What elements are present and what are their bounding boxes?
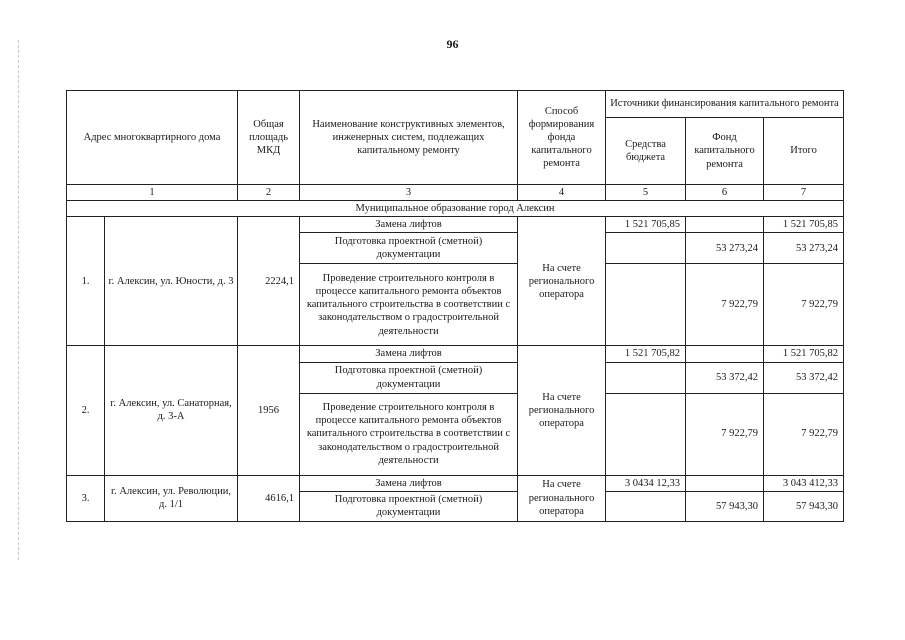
fund-amount bbox=[686, 217, 764, 233]
building-area: 2224,1 bbox=[238, 217, 300, 346]
work-name: Проведение строительного контроля в процессе капитального ремонта объектов капитального строительства в соответствии с законодательством о градостроительной деятельности bbox=[300, 264, 518, 346]
fund-amount: 7 922,79 bbox=[686, 264, 764, 346]
budget-amount bbox=[606, 362, 686, 393]
work-name: Подготовка проектной (сметной) документации bbox=[300, 233, 518, 264]
work-name: Замена лифтов bbox=[300, 475, 518, 491]
total-amount: 53 273,24 bbox=[764, 233, 844, 264]
building-area: 4616,1 bbox=[238, 475, 300, 521]
table-row bbox=[67, 475, 844, 491]
column-number-row bbox=[67, 185, 844, 201]
header-area: Общая площадь МКД bbox=[238, 91, 300, 185]
total-amount: 53 372,42 bbox=[764, 362, 844, 393]
funding-method: На счете регионального оператора bbox=[518, 475, 606, 521]
table-row bbox=[67, 346, 844, 362]
funding-method: На счете регионального оператора bbox=[518, 217, 606, 346]
total-amount: 7 922,79 bbox=[764, 393, 844, 475]
municipality-row: Муниципальное образование город Алексин bbox=[67, 201, 844, 217]
budget-amount: 1 521 705,85 bbox=[606, 217, 686, 233]
total-amount: 3 043 412,33 bbox=[764, 475, 844, 491]
budget-amount bbox=[606, 233, 686, 264]
column-number: 3 bbox=[300, 185, 518, 201]
column-number: 5 bbox=[606, 185, 686, 201]
building-address: г. Алексин, ул. Санаторная, д. 3-А bbox=[105, 346, 238, 475]
work-name: Замена лифтов bbox=[300, 217, 518, 233]
building-address: г. Алексин, ул. Революции, д. 1/1 bbox=[105, 475, 238, 521]
work-name: Замена лифтов bbox=[300, 346, 518, 362]
header-budget: Средства бюджета bbox=[606, 118, 686, 185]
fund-amount bbox=[686, 475, 764, 491]
page-number: 96 bbox=[446, 37, 459, 51]
table-row bbox=[67, 217, 844, 233]
fund-amount: 53 273,24 bbox=[686, 233, 764, 264]
fund-amount: 57 943,30 bbox=[686, 491, 764, 521]
total-amount: 1 521 705,85 bbox=[764, 217, 844, 233]
total-amount: 57 943,30 bbox=[764, 491, 844, 521]
capital-repair-table bbox=[66, 90, 844, 522]
header-elements: Наименование конструктивных элементов, инженерных систем, подлежащих капитальному ремонту bbox=[300, 91, 518, 185]
header-funding-sources: Источники финансирования капитального ремонта bbox=[606, 91, 844, 118]
budget-amount: 3 0434 12,33 bbox=[606, 475, 686, 491]
fund-amount bbox=[686, 346, 764, 362]
column-number: 4 bbox=[518, 185, 606, 201]
header-fund: Фонд капитального ремонта bbox=[686, 118, 764, 185]
budget-amount bbox=[606, 264, 686, 346]
building-area: 1956 bbox=[238, 346, 300, 475]
column-number: 1 bbox=[67, 185, 238, 201]
budget-amount: 1 521 705,82 bbox=[606, 346, 686, 362]
header-address: Адрес многоквартирного дома bbox=[67, 91, 238, 185]
column-number: 7 bbox=[764, 185, 844, 201]
fund-amount: 53 372,42 bbox=[686, 362, 764, 393]
building-index: 3. bbox=[67, 475, 105, 521]
fund-amount: 7 922,79 bbox=[686, 393, 764, 475]
header-method: Способ формирования фонда капитального ремонта bbox=[518, 91, 606, 185]
binding-margin-line bbox=[18, 40, 20, 560]
column-number: 6 bbox=[686, 185, 764, 201]
budget-amount bbox=[606, 393, 686, 475]
work-name: Проведение строительного контроля в процессе капитального ремонта объектов капитального строительства в соответствии с законодательством о градостроительной деятельности bbox=[300, 393, 518, 475]
building-index: 2. bbox=[67, 346, 105, 475]
work-name: Подготовка проектной (сметной) документации bbox=[300, 491, 518, 521]
total-amount: 1 521 705,82 bbox=[764, 346, 844, 362]
building-address: г. Алексин, ул. Юности, д. 3 bbox=[105, 217, 238, 346]
header-total: Итого bbox=[764, 118, 844, 185]
budget-amount bbox=[606, 491, 686, 521]
funding-method: На счете регионального оператора bbox=[518, 346, 606, 475]
building-index: 1. bbox=[67, 217, 105, 346]
column-number: 2 bbox=[238, 185, 300, 201]
total-amount: 7 922,79 bbox=[764, 264, 844, 346]
work-name: Подготовка проектной (сметной) документации bbox=[300, 362, 518, 393]
